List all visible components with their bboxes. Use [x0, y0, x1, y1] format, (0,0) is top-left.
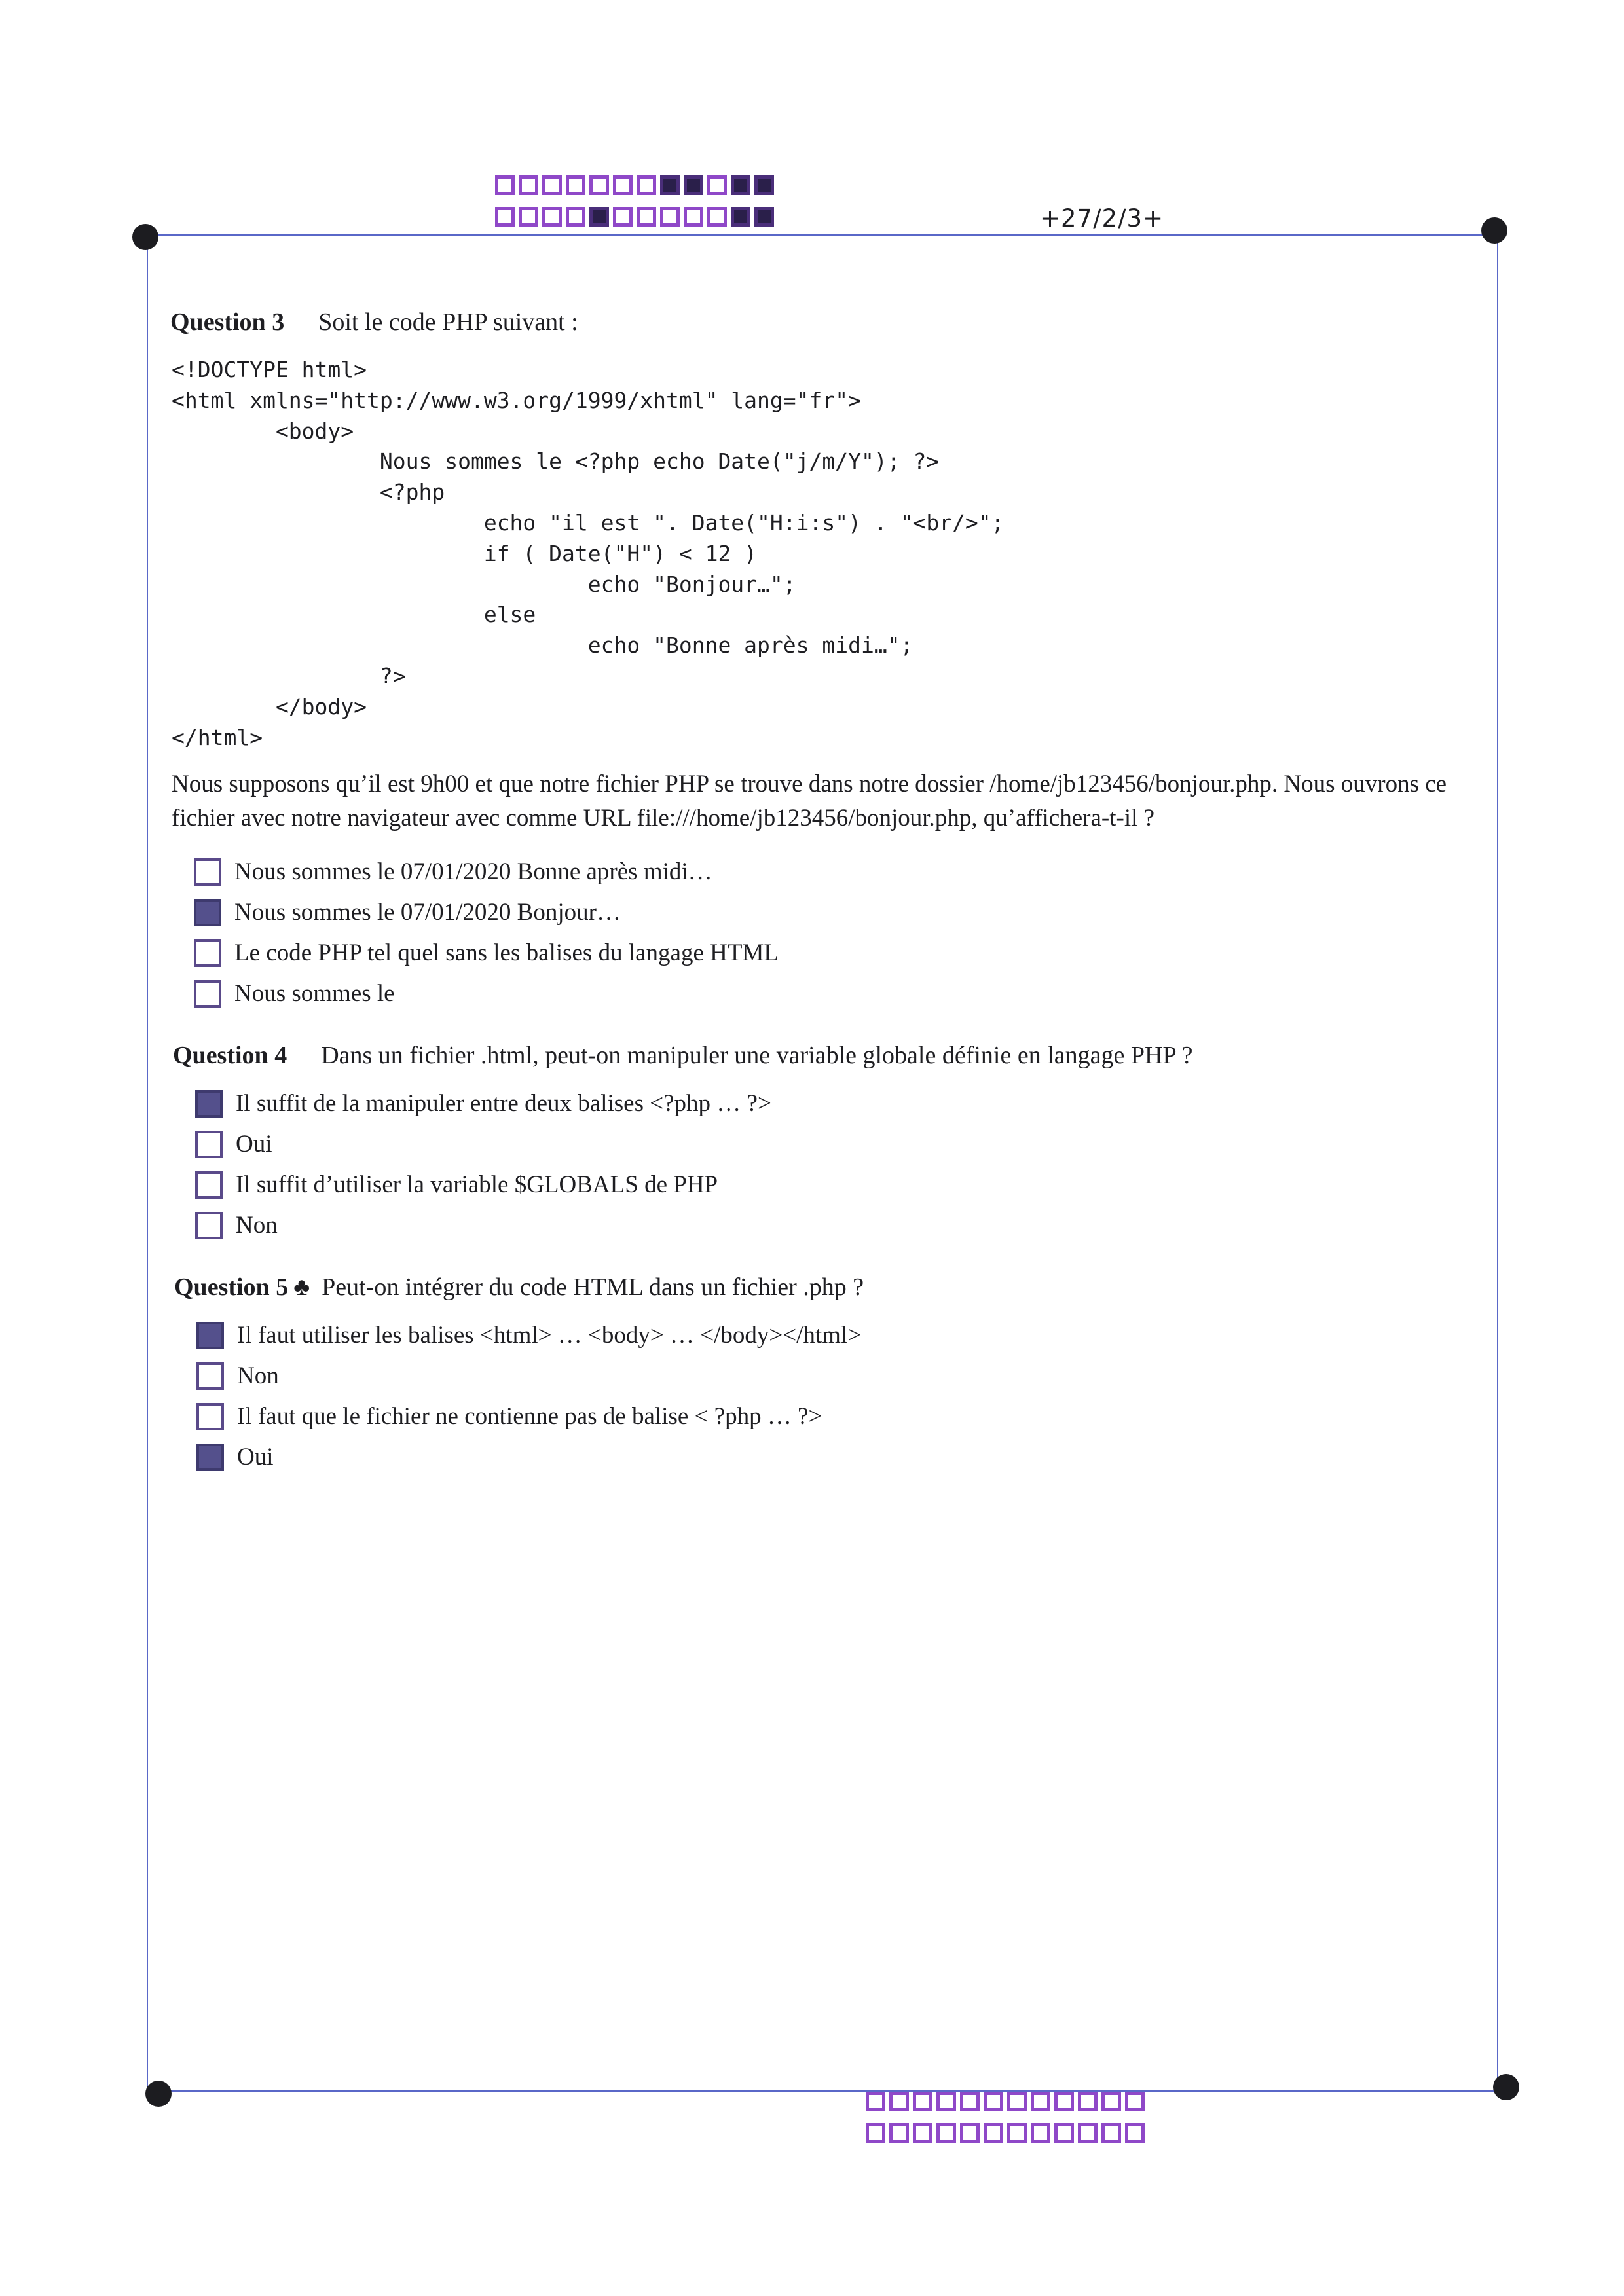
- q3-answer-2-label: Nous sommes le 07/01/2020 Bonjour…: [234, 899, 621, 926]
- id-code-row-2-cell: [754, 207, 774, 227]
- footer-code-row-2-cell: [1078, 2123, 1098, 2143]
- footer-code-row-2-cell: [1054, 2123, 1074, 2143]
- corner-mark-top-left: [132, 224, 158, 250]
- id-code-row-1-cell: [660, 175, 680, 195]
- q4-answer-1[interactable]: [195, 1089, 771, 1118]
- club-icon: ♣: [293, 1273, 310, 1301]
- q4-answer-2[interactable]: [195, 1130, 272, 1158]
- page-id: +27/2/3+: [1040, 204, 1164, 232]
- question-3-paragraph: Nous supposons qu’il est 9h00 et que notre fichier PHP se trouve dans notre dossier /home/jb123456/bonjour.php. Nous ouvrons ce fichier avec notre navigateur avec comme URL file:///home/jb123456/bonjour.php, qu’affichera-t-il ?: [172, 771, 1447, 831]
- id-code-row-1-cell: [495, 175, 515, 195]
- id-code-row-1-cell: [613, 175, 633, 195]
- footer-code-row-1-cell: [866, 2092, 885, 2111]
- id-code-row-1-cell: [637, 175, 656, 195]
- q3-answer-1-label: Nous sommes le 07/01/2020 Bonne après midi…: [234, 858, 712, 885]
- q3-answer-1[interactable]: [194, 858, 712, 886]
- q3-answer-4-checkbox[interactable]: [194, 980, 221, 1008]
- footer-code-row-2-cell: [984, 2123, 1003, 2143]
- id-code-row-1-cell: [542, 175, 562, 195]
- q3-answer-3-checkbox[interactable]: [194, 939, 221, 967]
- id-code-row-2-cell: [542, 207, 562, 227]
- question-4-header: [173, 1041, 1193, 1070]
- q4-answer-3[interactable]: [195, 1171, 718, 1199]
- question-3-header: [170, 308, 578, 337]
- question-3-label: Question 3: [170, 308, 285, 336]
- id-code-row-1-cell: [754, 175, 774, 195]
- q3-answer-3[interactable]: [194, 939, 779, 967]
- q3-answer-4[interactable]: [194, 979, 395, 1008]
- id-code-row-2-cell: [566, 207, 585, 227]
- q4-answer-3-label: Il suffit d’utiliser la variable $GLOBALS de PHP: [236, 1171, 718, 1198]
- q5-answer-3-label: Il faut que le fichier ne contienne pas de balise < ?php … ?>: [237, 1403, 822, 1430]
- footer-code-row-1-cell: [960, 2092, 980, 2111]
- footer-code-row-2-cell: [1007, 2123, 1027, 2143]
- frame-right-line: [1497, 234, 1498, 2090]
- q5-answer-3[interactable]: [196, 1402, 822, 1430]
- question-5-header: [174, 1273, 864, 1302]
- footer-code-row-1-cell: [1101, 2092, 1121, 2111]
- q5-answer-2[interactable]: [196, 1362, 279, 1390]
- footer-code-row-1-cell: [1007, 2092, 1027, 2111]
- q4-answer-1-label: Il suffit de la manipuler entre deux balises <?php … ?>: [236, 1090, 771, 1117]
- id-code-row-1-cell: [566, 175, 585, 195]
- php-code-block: <!DOCTYPE html> <html xmlns="http://www.w3.org/1999/xhtml" lang="fr"> <body> Nous sommes le <?php echo Date("j/m/Y"); ?> <?php echo "il est ". Date("H:i:s") . "<br/>"; if ( Date("H") < 12 ) echo "Bonjour…"; else echo "Bonne après midi…"; ?> </body> </html>: [172, 357, 1005, 750]
- footer-code-row-2-cell: [1101, 2123, 1121, 2143]
- id-code-row-2-cell: [637, 207, 656, 227]
- footer-code-row-2-cell: [1031, 2123, 1050, 2143]
- footer-code-row-1-cell: [1054, 2092, 1074, 2111]
- id-code-row-2-cell: [731, 207, 750, 227]
- question-3-text: Soit le code PHP suivant :: [318, 308, 578, 336]
- id-code-row-2-cell: [707, 207, 727, 227]
- q4-answer-3-checkbox[interactable]: [195, 1171, 223, 1199]
- question-5-label: Question 5: [174, 1273, 289, 1301]
- footer-code-row-2-cell: [936, 2123, 956, 2143]
- q5-answer-1-label: Il faut utiliser les balises <html> … <body> … </body></html>: [237, 1322, 862, 1349]
- question-5-text: Peut-on intégrer du code HTML dans un fichier .php ?: [322, 1273, 864, 1301]
- footer-code-row-1: [866, 2092, 1149, 2111]
- q4-answer-4-checkbox[interactable]: [195, 1212, 223, 1239]
- q5-answer-3-checkbox[interactable]: [196, 1403, 224, 1430]
- q4-answer-2-checkbox[interactable]: [195, 1131, 223, 1158]
- id-code-row-1-cell: [731, 175, 750, 195]
- id-code-row-2-cell: [589, 207, 609, 227]
- q4-answer-1-checkbox[interactable]: [195, 1090, 223, 1118]
- q3-answer-2-checkbox[interactable]: [194, 899, 221, 926]
- id-code-row-2-cell: [613, 207, 633, 227]
- footer-code-row-2: [866, 2123, 1149, 2143]
- footer-code-row-1-cell: [889, 2092, 909, 2111]
- footer-code-row-2-cell: [960, 2123, 980, 2143]
- q5-answer-2-checkbox[interactable]: [196, 1362, 224, 1390]
- id-code-row-1: [495, 175, 778, 195]
- frame-left-line: [147, 236, 148, 2092]
- id-code-row-2-cell: [660, 207, 680, 227]
- q5-answer-4-checkbox[interactable]: [196, 1444, 224, 1471]
- footer-code-row-1-cell: [913, 2092, 932, 2111]
- corner-mark-bottom-right: [1493, 2074, 1519, 2100]
- corner-mark-top-right: [1481, 217, 1507, 244]
- question-4-text: Dans un fichier .html, peut-on manipuler une variable globale définie en langage PHP ?: [321, 1042, 1193, 1069]
- q3-answer-3-label: Le code PHP tel quel sans les balises du langage HTML: [234, 939, 779, 966]
- footer-code-row-2-cell: [866, 2123, 885, 2143]
- id-code-row-2: [495, 207, 778, 227]
- footer-code-row-2-cell: [1125, 2123, 1145, 2143]
- q4-answer-2-label: Oui: [236, 1131, 272, 1157]
- q5-answer-4[interactable]: [196, 1443, 274, 1471]
- q3-answer-2[interactable]: [194, 898, 621, 926]
- q5-answer-1-checkbox[interactable]: [196, 1322, 224, 1349]
- q3-answer-1-checkbox[interactable]: [194, 858, 221, 886]
- q4-answer-4-label: Non: [236, 1212, 278, 1239]
- id-code-row-1-cell: [707, 175, 727, 195]
- footer-code-row-1-cell: [984, 2092, 1003, 2111]
- q5-answer-4-label: Oui: [237, 1444, 274, 1470]
- frame-top-line: [145, 234, 1493, 236]
- q4-answer-4[interactable]: [195, 1211, 278, 1239]
- frame-bottom-line: [157, 2090, 1505, 2092]
- footer-code-row-1-cell: [936, 2092, 956, 2111]
- footer-code-row-2-cell: [889, 2123, 909, 2143]
- id-code-row-2-cell: [495, 207, 515, 227]
- id-code-row-1-cell: [684, 175, 703, 195]
- footer-code-row-2-cell: [913, 2123, 932, 2143]
- q5-answer-1[interactable]: [196, 1321, 861, 1349]
- id-code-row-2-cell: [519, 207, 538, 227]
- id-code-row-2-cell: [684, 207, 703, 227]
- footer-code-row-1-cell: [1125, 2092, 1145, 2111]
- id-code-row-1-cell: [519, 175, 538, 195]
- id-code-row-1-cell: [589, 175, 609, 195]
- q3-answer-4-label: Nous sommes le: [234, 980, 395, 1007]
- q5-answer-2-label: Non: [237, 1362, 279, 1389]
- question-4-label: Question 4: [173, 1042, 287, 1069]
- footer-code-row-1-cell: [1031, 2092, 1050, 2111]
- footer-code-row-1-cell: [1078, 2092, 1098, 2111]
- corner-mark-bottom-left: [145, 2081, 172, 2107]
